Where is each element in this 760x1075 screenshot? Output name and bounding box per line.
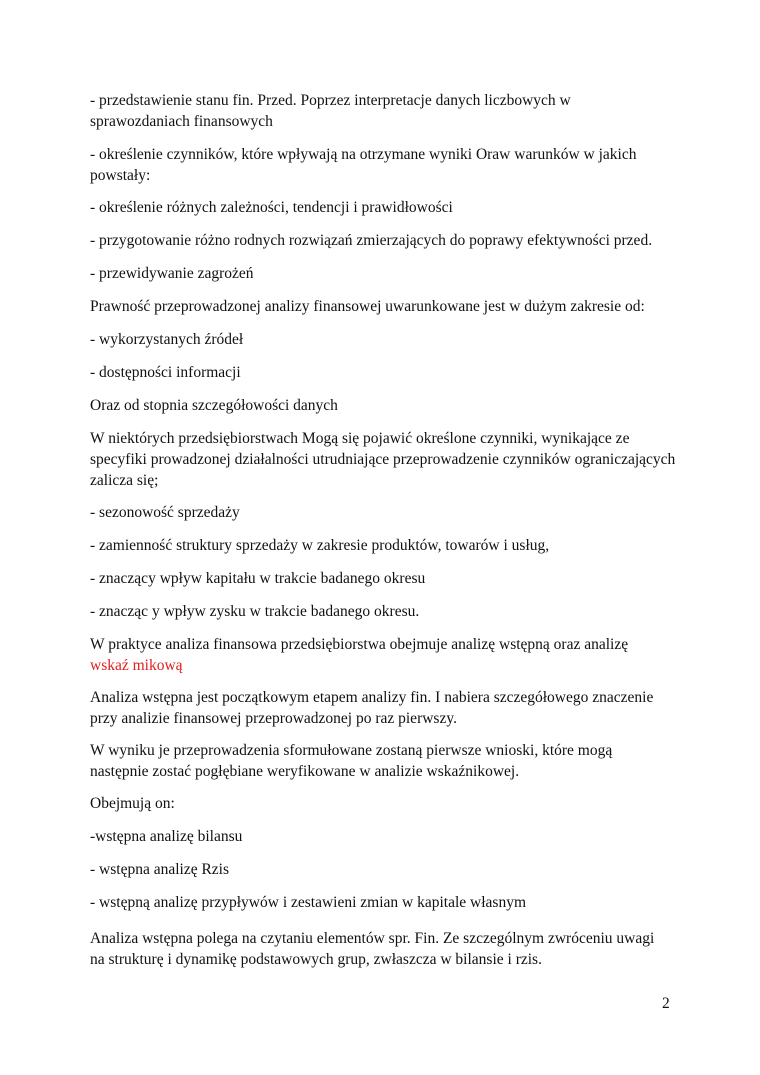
text-line: Oraz od stopnia szczegółowości danych <box>90 397 338 414</box>
text-line: - przygotowanie różno rodnych rozwiązań zmierzających do poprawy efektywności przed. <box>90 232 653 249</box>
paragraph <box>90 428 680 491</box>
paragraph <box>90 230 680 251</box>
text-line: - sezonowość sprzedaży <box>90 504 240 521</box>
text-line: -wstępna analizę bilansu <box>90 828 243 845</box>
text-line: - zamienność struktury sprzedaży w zakresie produktów, towarów i usług, <box>90 537 550 554</box>
text-line: Prawność przeprowadzonej analizy finansowej uwarunkowane jest w dużym zakresie od: <box>90 298 645 315</box>
paragraph <box>90 740 680 782</box>
text-line: przy analizie finansowej przeprowadzonej po raz pierwszy. <box>90 710 457 727</box>
paragraph <box>90 329 680 350</box>
paragraph <box>90 859 680 880</box>
paragraph <box>90 263 680 284</box>
text-line: sprawozdaniach finansowych <box>90 113 273 130</box>
text-line: specyfiki prowadzonej działalności utrudniające przeprowadzenie czynników ograniczających <box>90 451 676 468</box>
text-line: - przewidywanie zagrożeń <box>90 265 254 282</box>
text-line: - znacząc y wpływ zysku w trakcie badanego okresu. <box>90 603 420 620</box>
paragraph <box>90 793 680 814</box>
paragraph <box>90 197 680 218</box>
text-line: W praktyce analiza finansowa przedsiębiorstwa obejmuje analizę wstępną oraz analizę <box>90 636 629 653</box>
text-line: - przedstawienie stanu fin. Przed. Poprzez interpretacje danych liczbowych w <box>90 92 571 109</box>
highlighted-text-line: wskaź mikową <box>90 657 183 674</box>
page-number: 2 <box>662 995 670 1012</box>
text-line: następnie zostać pogłębiane weryfikowane w analizie wskaźnikowej. <box>90 763 520 780</box>
paragraph <box>90 928 680 970</box>
paragraph <box>90 90 680 132</box>
paragraph <box>90 502 680 523</box>
paragraph <box>90 826 680 847</box>
text-line: - określenie różnych zależności, tendencji i prawidłowości <box>90 199 453 216</box>
text-line: - dostępności informacji <box>90 364 241 381</box>
text-line: Analiza wstępna polega na czytaniu elementów spr. Fin. Ze szczególnym zwróceniu uwagi <box>90 930 655 947</box>
paragraph <box>90 892 680 913</box>
text-line: - wykorzystanych źródeł <box>90 331 244 348</box>
text-line: - znaczący wpływ kapitału w trakcie badanego okresu <box>90 570 426 587</box>
paragraph <box>90 395 680 416</box>
paragraph <box>90 601 680 622</box>
text-line: powstały: <box>90 167 151 184</box>
paragraph <box>90 362 680 383</box>
paragraph <box>90 687 680 729</box>
text-line: W wyniku je przeprowadzenia sformułowane zostaną pierwsze wnioski, które mogą <box>90 742 613 759</box>
paragraph <box>90 144 680 186</box>
text-line: Obejmują on: <box>90 795 175 812</box>
text-line: Analiza wstępna jest początkowym etapem analizy fin. I nabiera szczegółowego znaczenie <box>90 689 654 706</box>
paragraph <box>90 535 680 556</box>
text-line: na strukturę i dynamikę podstawowych grup, zwłaszcza w bilansie i rzis. <box>90 951 542 968</box>
text-line: - określenie czynników, które wpływają na otrzymane wyniki Oraw warunków w jakich <box>90 146 637 163</box>
text-line: - wstępną analizę przypływów i zestawieni zmian w kapitale własnym <box>90 894 527 911</box>
text-line: W niektórych przedsiębiorstwach Mogą się pojawić określone czynniki, wynikające ze <box>90 430 630 447</box>
paragraph <box>90 634 680 676</box>
text-line: zalicza się; <box>90 472 159 489</box>
text-line: - wstępna analizę Rzis <box>90 861 230 878</box>
paragraph <box>90 296 680 317</box>
paragraph <box>90 568 680 589</box>
